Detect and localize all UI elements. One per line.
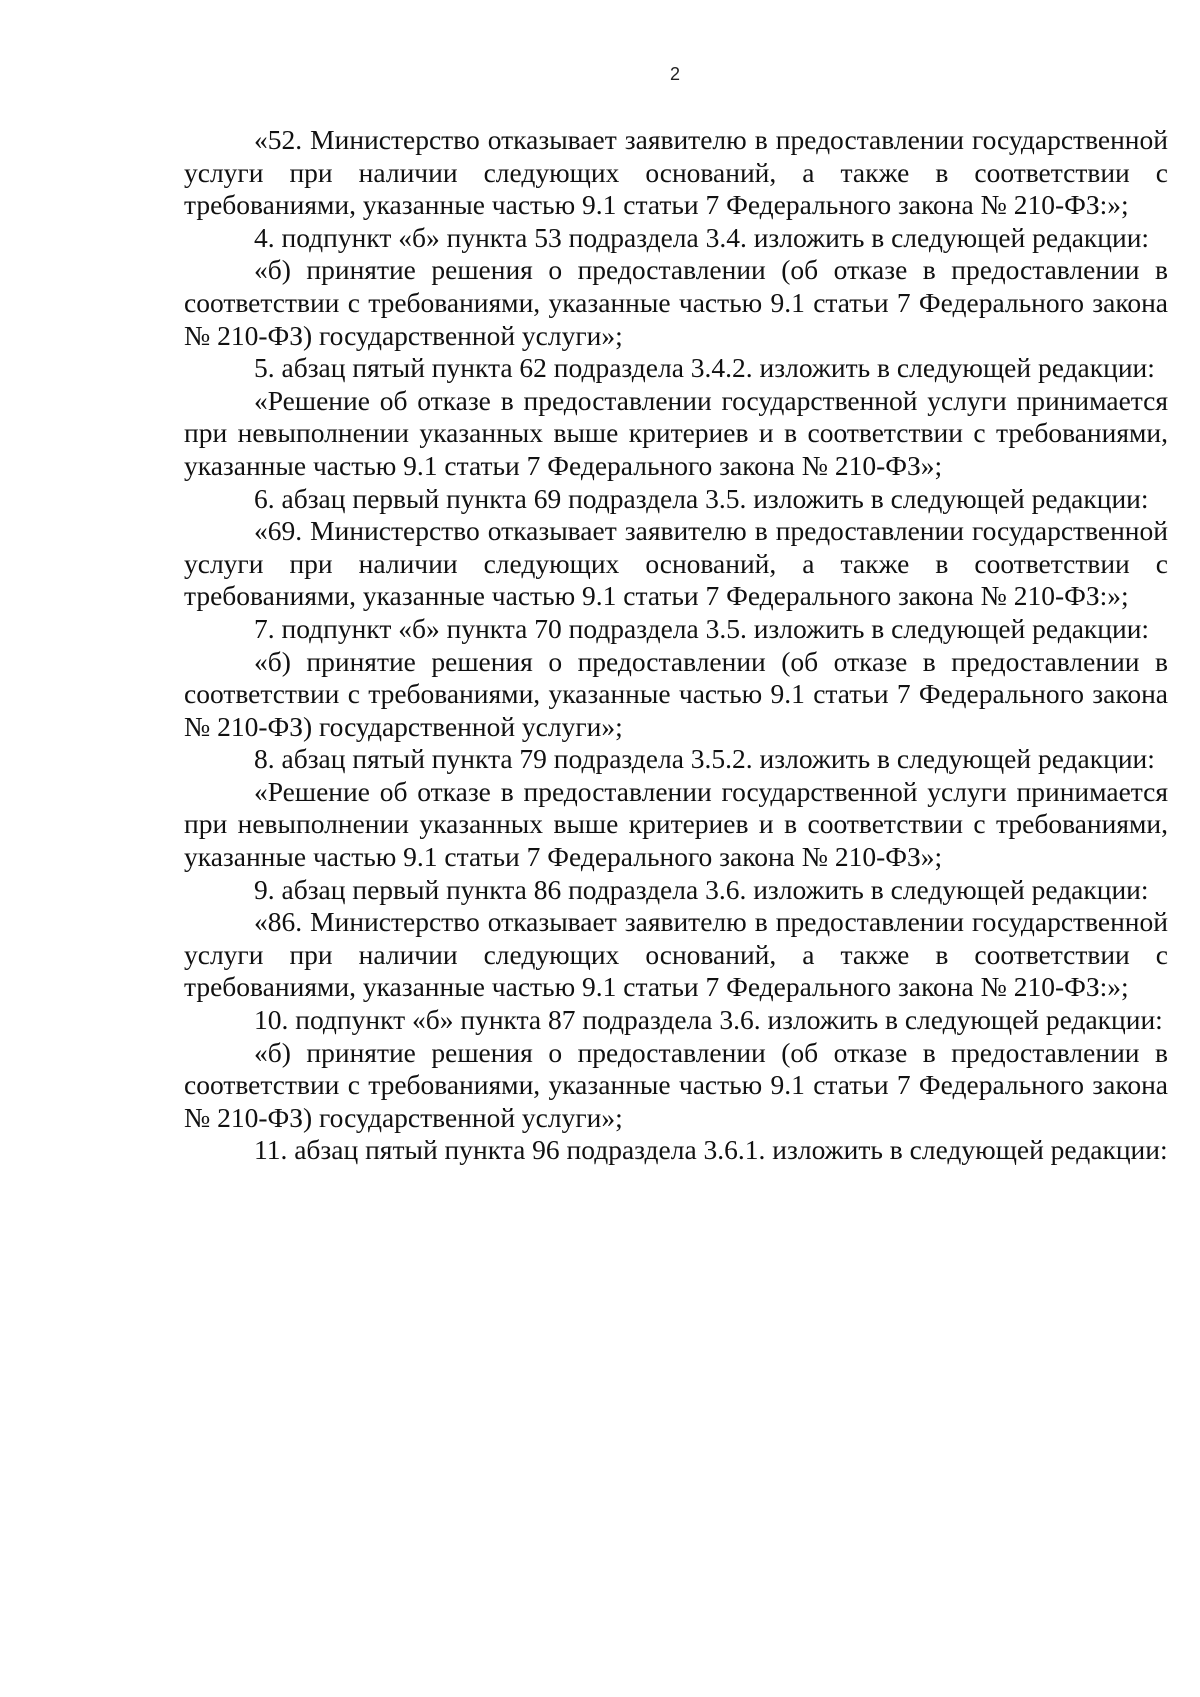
paragraph-item-4: 4. подпункт «б» пункта 53 подраздела 3.4. изложить в следующей редакции: <box>254 221 1150 253</box>
paragraph-quote-b-87: «б) принятие решения о предоставлении (об отказе в предоставлении в соответствии с требованиями, указанные частью 9.1 статьи 7 Федерального закона № 210-ФЗ) государственной услуги»; <box>184 1036 1168 1133</box>
paragraph-quote-decision-79: «Решение об отказе в предоставлении государственной услуги принимается при невыполнении указанных выше критериев и в соответствии с требованиями, указанные частью 9.1 статьи 7 Федерального закона № 210-ФЗ»; <box>184 775 1168 873</box>
paragraph-item-10: 10. подпункт «б» пункта 87 подраздела 3.6. изложить в следующей редакции: <box>254 1004 1163 1036</box>
document-body <box>184 124 1168 1167</box>
paragraph-quote-69: «69. Министерство отказывает заявителю в предоставлении государственной услуги при наличии следующих оснований, а также в соответствии с требованиями, указанные частью 9.1 статьи 7 Федерального закона № 210-ФЗ:»; <box>184 515 1168 612</box>
paragraph-quote-b-53: «б) принятие решения о предоставлении (об отказе в предоставлении в соответствии с требованиями, указанные частью 9.1 статьи 7 Федерального закона № 210-ФЗ) государственной услуги»; <box>184 254 1168 351</box>
paragraph-item-7: 7. подпункт «б» пункта 70 подраздела 3.5. изложить в следующей редакции: <box>254 612 1150 644</box>
paragraph-item-5: 5. абзац пятый пункта 62 подраздела 3.4.2. изложить в следующей редакции: <box>254 352 1155 384</box>
paragraph-item-9: 9. абзац первый пункта 86 подраздела 3.6. изложить в следующей редакции: <box>254 873 1149 905</box>
paragraph-item-11: 11. абзац пятый пункта 96 подраздела 3.6.1. изложить в следующей редакции: <box>254 1134 1168 1166</box>
paragraph-quote-86: «86. Министерство отказывает заявителю в предоставлении государственной услуги при наличии следующих оснований, а также в соответствии с требованиями, указанные частью 9.1 статьи 7 Федерального закона № 210-ФЗ:»; <box>184 906 1168 1003</box>
paragraph-quote-52: «52. Министерство отказывает заявителю в предоставлении государственной услуги при наличии следующих оснований, а также в соответствии с требованиями, указанные частью 9.1 статьи 7 Федерального закона № 210-ФЗ:»; <box>184 124 1168 221</box>
paragraph-quote-b-70: «б) принятие решения о предоставлении (об отказе в предоставлении в соответствии с требованиями, указанные частью 9.1 статьи 7 Федерального закона № 210-ФЗ) государственной услуги»; <box>184 645 1168 742</box>
paragraph-item-6: 6. абзац первый пункта 69 подраздела 3.5. изложить в следующей редакции: <box>254 482 1149 514</box>
page-number: 2 <box>669 64 680 84</box>
paragraph-quote-decision-62: «Решение об отказе в предоставлении государственной услуги принимается при невыполнении указанных выше критериев и в соответствии с требованиями, указанные частью 9.1 статьи 7 Федерального закона № 210-ФЗ»; <box>184 384 1168 481</box>
paragraph-item-8: 8. абзац пятый пункта 79 подраздела 3.5.2. изложить в следующей редакции: <box>254 743 1155 775</box>
